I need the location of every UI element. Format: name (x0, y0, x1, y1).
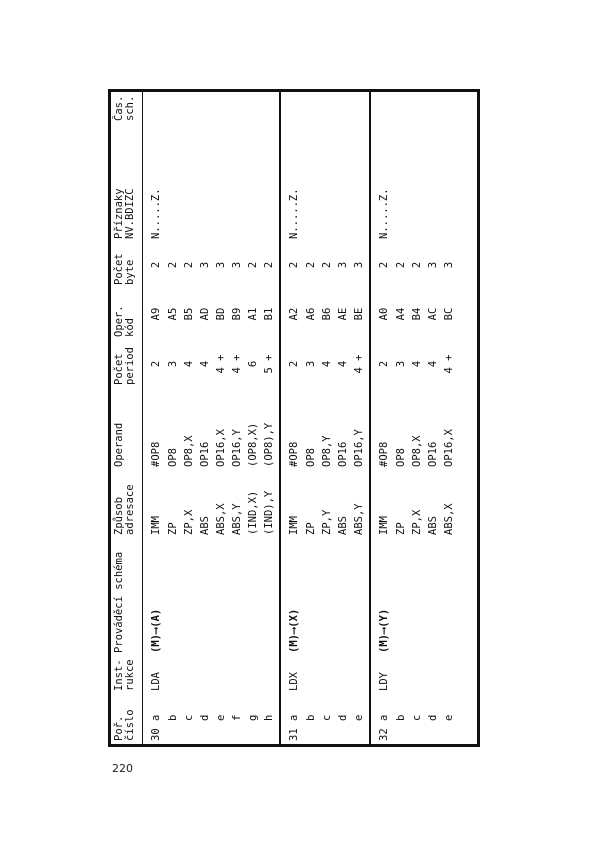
instruction-number: 32 (377, 728, 390, 741)
row-number-cell (213, 694, 229, 744)
timing-cell (393, 92, 409, 124)
row-number-cell (245, 694, 261, 744)
bytes-cell: 2 (182, 261, 195, 269)
periods-cell: 2 (280, 340, 303, 388)
bytes-cell: 3 (426, 261, 439, 269)
schema-cell (425, 538, 441, 656)
sub-letter: h (262, 714, 275, 721)
addressing-cell: ABS,X (214, 503, 227, 535)
row-number-cell (303, 694, 319, 744)
periods-cell: 4 + (352, 354, 365, 374)
opcode-cell: BE (352, 307, 365, 321)
flags-cell (425, 124, 441, 242)
periods-cell: 5 + (262, 354, 275, 374)
sub-letter: b (166, 714, 179, 721)
timing-cell (351, 92, 370, 124)
flags-cell (261, 124, 280, 242)
flags-cell (319, 124, 335, 242)
sub-letter: c (410, 714, 423, 721)
addressing-cell: ZP (166, 522, 179, 535)
instruction-cell (213, 656, 229, 694)
timing-cell (303, 92, 319, 124)
timing-cell (143, 92, 166, 124)
row-number-cell (280, 694, 303, 744)
instruction-cell (261, 656, 280, 694)
flags-cell: N.....Z. (280, 124, 303, 242)
flags-cell (197, 124, 213, 242)
periods-cell: 3 (394, 360, 407, 368)
addressing-cell: IMM (280, 470, 303, 538)
opcode-cell: AE (336, 307, 349, 321)
sub-letter: a (149, 714, 162, 721)
schema-cell: (M)⟶(X) (280, 538, 303, 656)
operand-cell: OP8 (304, 448, 317, 467)
opcode-cell: BC (442, 307, 455, 321)
flags-cell: N.....Z. (370, 124, 393, 242)
header-cislo: Poř. číslo (111, 694, 143, 744)
flags-cell (351, 124, 370, 242)
bytes-cell: 2 (304, 261, 317, 269)
sub-letter: c (320, 714, 333, 721)
flags-cell (335, 124, 351, 242)
addressing-cell: IMM (370, 470, 393, 538)
bytes-cell: 3 (336, 261, 349, 269)
sub-letter: d (336, 714, 349, 721)
row-number-cell (351, 694, 370, 744)
flags-cell (229, 124, 245, 242)
row-number-cell (370, 694, 393, 744)
flags-cell (181, 124, 197, 242)
schema-cell (165, 538, 181, 656)
flags-cell (393, 124, 409, 242)
instruction-cell (165, 656, 181, 694)
schema-cell (393, 538, 409, 656)
periods-cell: 4 (198, 360, 211, 368)
instruction-cell (197, 656, 213, 694)
timing-cell (319, 92, 335, 124)
flags-cell (245, 124, 261, 242)
periods-cell: 3 (166, 360, 179, 368)
timing-cell (441, 92, 459, 124)
table-row (197, 92, 213, 744)
table-row (370, 92, 393, 744)
instruction-table-frame (108, 89, 480, 747)
periods-cell: 4 (410, 360, 423, 368)
instruction-table (111, 92, 459, 744)
timing-cell (335, 92, 351, 124)
row-number-cell (393, 694, 409, 744)
timing-cell (370, 92, 393, 124)
opcode-cell: A5 (166, 307, 179, 321)
instruction-table-body (143, 92, 460, 744)
bytes-cell: 3 (198, 261, 211, 269)
instruction-cell (425, 656, 441, 694)
bytes-cell: 2 (149, 261, 162, 269)
addressing-cell: ZP,X (182, 509, 195, 535)
header-cas: Čas. sch. (111, 92, 143, 124)
table-row (229, 92, 245, 744)
instruction-number: 30 (149, 728, 162, 741)
periods-cell: 2 (370, 340, 393, 388)
addressing-cell: IMM (149, 516, 162, 535)
periods-cell: 2 (149, 360, 162, 368)
periods-cell: 4 (182, 360, 195, 368)
bytes-cell: 3 (352, 261, 365, 269)
operand-cell: OP8,X (182, 435, 195, 467)
operand-cell: OP8,X (410, 435, 423, 467)
sub-letter: d (198, 714, 211, 721)
bytes-cell: 2 (246, 261, 259, 269)
addressing-cell: ZP (394, 522, 407, 535)
table-row (319, 92, 335, 744)
instruction-cell (409, 656, 425, 694)
table-row (181, 92, 197, 744)
instruction-number: 31 (287, 728, 300, 741)
periods-cell: 6 (246, 360, 259, 368)
instruction-cell: LDA (149, 672, 162, 691)
sub-letter: d (426, 714, 439, 721)
operand-cell: OP16,X (214, 429, 227, 467)
flags-cell (303, 124, 319, 242)
periods-cell: 4 (336, 360, 349, 368)
operand-cell: OP8 (166, 448, 179, 467)
schema-cell (261, 538, 280, 656)
bytes-cell: 2 (320, 261, 333, 269)
bytes-cell: 3 (230, 261, 243, 269)
operand-cell: OP16,X (442, 429, 455, 467)
instruction-cell: LDX (280, 656, 303, 694)
addressing-cell: ZP (304, 522, 317, 535)
table-row (409, 92, 425, 744)
operand-cell: (OP8),Y (262, 422, 275, 467)
operand-cell: OP16,Y (230, 429, 243, 467)
row-number-cell (165, 694, 181, 744)
timing-cell (261, 92, 280, 124)
addressing-cell: (IND,X) (246, 490, 259, 535)
timing-cell (425, 92, 441, 124)
table-row (441, 92, 459, 744)
row-number-cell (335, 694, 351, 744)
instruction-cell (319, 656, 335, 694)
table-row (335, 92, 351, 744)
operand-cell: #OP8 (280, 388, 303, 470)
table-row (143, 92, 166, 744)
flags-cell (441, 124, 459, 242)
opcode-cell: A2 (280, 288, 303, 340)
schema-cell (245, 538, 261, 656)
header-periody: Počet period (111, 340, 143, 388)
sub-letter: g (246, 714, 259, 721)
periods-cell: 4 + (230, 354, 243, 374)
operand-cell: (OP8,X) (246, 422, 259, 467)
row-number-cell (319, 694, 335, 744)
operand-cell: OP8 (394, 448, 407, 467)
bytes-cell: 2 (280, 242, 303, 288)
addressing-cell: ABS,Y (230, 503, 243, 535)
header-instrukce: Inst- rukce (111, 656, 143, 694)
row-number-cell (143, 694, 166, 744)
opcode-cell: BD (214, 307, 227, 321)
table-row (165, 92, 181, 744)
timing-cell (165, 92, 181, 124)
opcode-cell: B6 (320, 307, 333, 321)
opcode-cell: AD (198, 307, 211, 321)
periods-cell: 4 (426, 360, 439, 368)
addressing-cell: ABS (198, 516, 211, 535)
timing-cell (197, 92, 213, 124)
addressing-cell: ABS (426, 516, 439, 535)
schema-cell (335, 538, 351, 656)
instruction-cell (335, 656, 351, 694)
schema-cell (213, 538, 229, 656)
header-row (111, 92, 143, 744)
schema-cell: (M)⟶(Y) (370, 538, 393, 656)
table-row (393, 92, 409, 744)
opcode-cell: B9 (230, 307, 243, 321)
row-number-cell (409, 694, 425, 744)
opcode-cell: AC (426, 307, 439, 321)
operand-cell: OP8,Y (320, 435, 333, 467)
bytes-cell: 3 (214, 261, 227, 269)
addressing-cell: (IND),Y (262, 490, 275, 535)
bytes-cell: 2 (262, 261, 275, 269)
timing-cell (213, 92, 229, 124)
table-row (351, 92, 370, 744)
operand-cell: OP16 (198, 441, 211, 467)
operand-cell: OP16 (426, 441, 439, 467)
sub-letter: e (442, 714, 455, 721)
bytes-cell: 2 (370, 242, 393, 288)
timing-cell (245, 92, 261, 124)
operand-cell: OP16,Y (352, 429, 365, 467)
opcode-cell: B1 (262, 307, 275, 321)
periods-cell: 3 (304, 360, 317, 368)
operand-cell: OP16 (336, 441, 349, 467)
schema-cell (441, 538, 459, 656)
table-row (303, 92, 319, 744)
timing-cell (409, 92, 425, 124)
instruction-cell (351, 656, 370, 694)
instruction-cell (245, 656, 261, 694)
flags-cell (165, 124, 181, 242)
table-row (261, 92, 280, 744)
sub-letter: b (394, 714, 407, 721)
sub-letter: e (352, 714, 365, 721)
periods-cell: 4 (320, 360, 333, 368)
addressing-cell: ABS,Y (352, 503, 365, 535)
sub-letter: a (377, 714, 390, 721)
timing-cell (280, 92, 303, 124)
schema-cell (303, 538, 319, 656)
periods-cell: 4 + (214, 354, 227, 374)
header-byty: Počet byte (111, 242, 143, 288)
schema-cell (197, 538, 213, 656)
row-number-cell (229, 694, 245, 744)
sub-letter: a (287, 714, 300, 721)
page-number: 220 (112, 762, 133, 775)
schema-cell: (M)⟶(A) (149, 608, 162, 653)
flags-cell: N.....Z. (149, 188, 162, 239)
bytes-cell: 3 (442, 261, 455, 269)
schema-cell (409, 538, 425, 656)
schema-cell (351, 538, 370, 656)
header-adresace: Způsob adresace (111, 470, 143, 538)
row-number-cell (441, 694, 459, 744)
header-kod: Oper. kód (111, 288, 143, 340)
opcode-cell: B4 (410, 307, 423, 321)
table-row (425, 92, 441, 744)
addressing-cell: ABS,X (442, 503, 455, 535)
sub-letter: e (214, 714, 227, 721)
schema-cell (229, 538, 245, 656)
timing-cell (181, 92, 197, 124)
addressing-cell: ZP,Y (320, 509, 333, 535)
periods-cell: 4 + (442, 354, 455, 374)
table-row (213, 92, 229, 744)
instruction-cell (393, 656, 409, 694)
instruction-cell (441, 656, 459, 694)
opcode-cell: A1 (246, 307, 259, 321)
instruction-cell: LDY (370, 656, 393, 694)
sub-letter: b (304, 714, 317, 721)
flags-cell (213, 124, 229, 242)
header-schema: Prováděcí schéma (111, 538, 143, 656)
addressing-cell: ZP,X (410, 509, 423, 535)
flags-cell (409, 124, 425, 242)
header-priznaky: Příznaky NV.BDIZC (111, 124, 143, 242)
operand-cell: #OP8 (149, 441, 162, 467)
instruction-cell (181, 656, 197, 694)
schema-cell (319, 538, 335, 656)
row-number-cell (197, 694, 213, 744)
table-row (280, 92, 303, 744)
schema-cell (181, 538, 197, 656)
opcode-cell: B5 (182, 307, 195, 321)
instruction-cell (229, 656, 245, 694)
operand-cell: #OP8 (370, 388, 393, 470)
opcode-cell: A9 (149, 307, 162, 321)
row-number-cell (261, 694, 280, 744)
timing-cell (229, 92, 245, 124)
opcode-cell: A4 (394, 307, 407, 321)
header-operand: Operand (111, 388, 143, 470)
row-number-cell (181, 694, 197, 744)
row-number-cell (425, 694, 441, 744)
sub-letter: f (230, 714, 243, 721)
opcode-cell: A0 (370, 288, 393, 340)
bytes-cell: 2 (394, 261, 407, 269)
table-row (245, 92, 261, 744)
sub-letter: c (182, 714, 195, 721)
bytes-cell: 2 (166, 261, 179, 269)
addressing-cell: ABS (336, 516, 349, 535)
instruction-cell (303, 656, 319, 694)
rotated-table-container (111, 92, 477, 744)
bytes-cell: 2 (410, 261, 423, 269)
opcode-cell: A6 (304, 307, 317, 321)
